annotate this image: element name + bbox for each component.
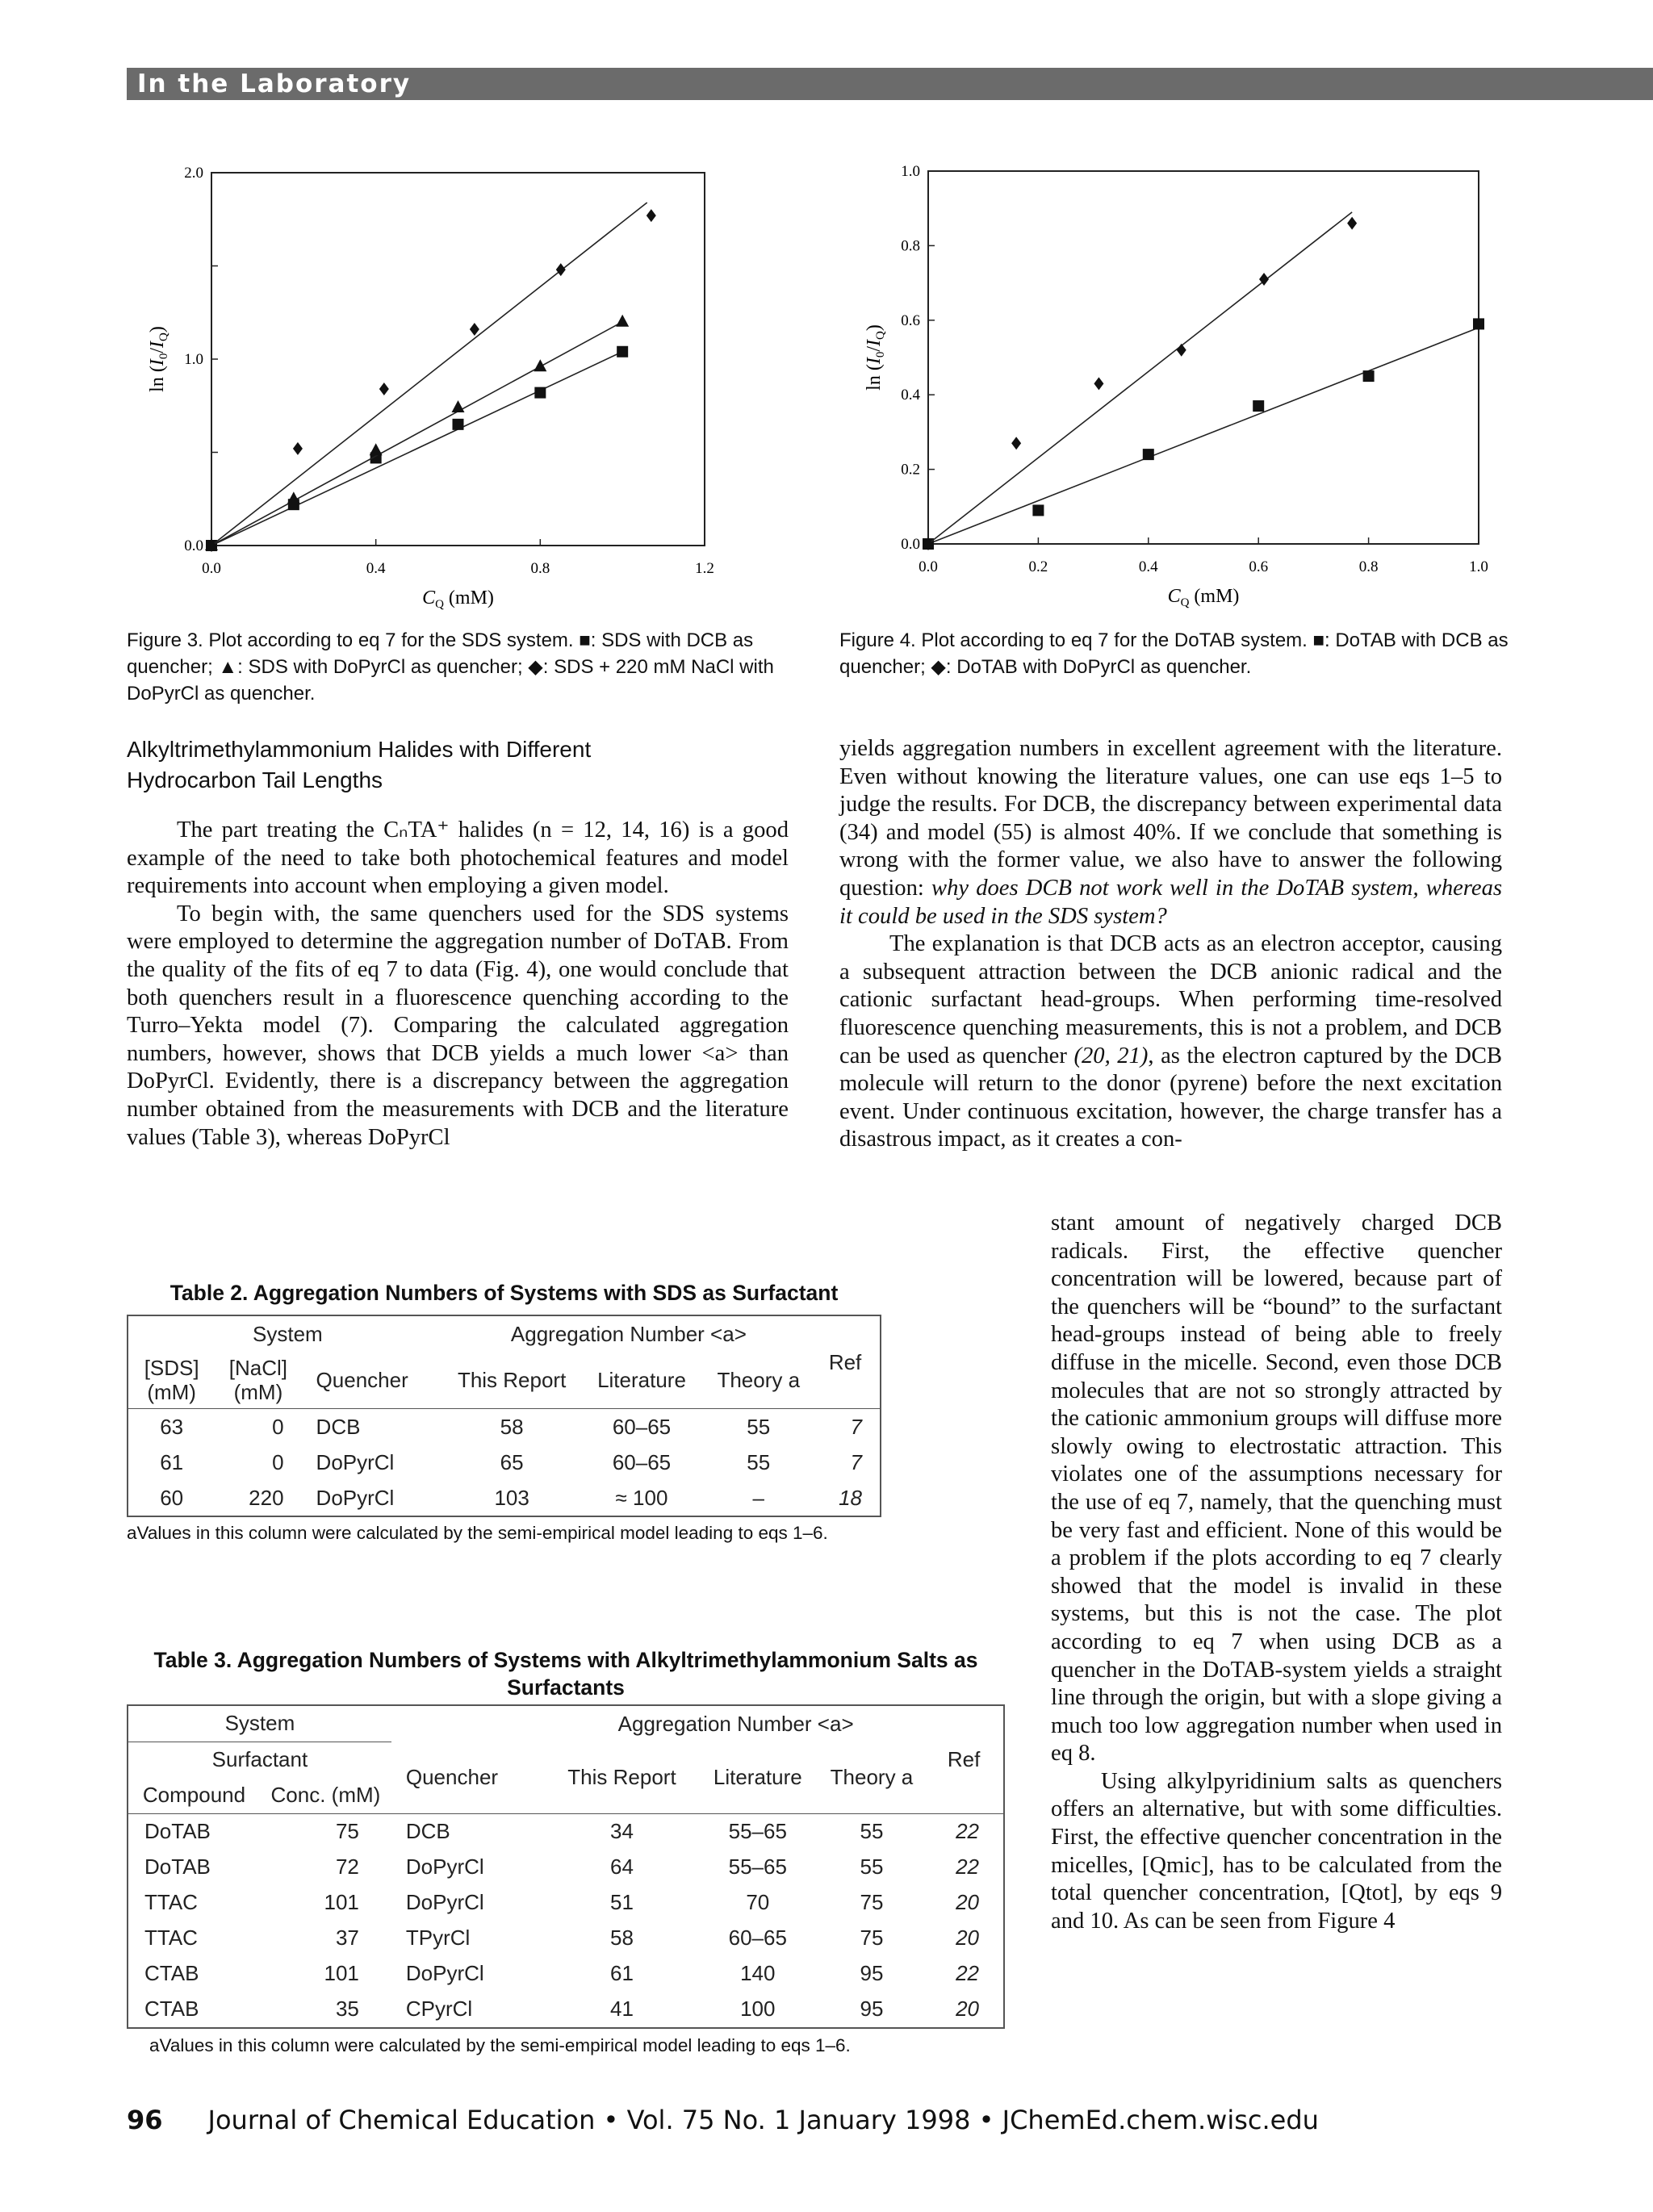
diamond-marker xyxy=(556,263,566,276)
triangle-marker xyxy=(616,315,629,327)
right-paragraph-1: yields aggregation numbers in excellent agreement with the literature. Even without knowing the literature values, one can use eqs 1–5 to judge the results. For DCB, the discrepancy between experimental data (34) and model (55) is almost 40%. If we conclude that something is wrong with the former value, we also have to answer the following question: xyxy=(839,736,1502,901)
narrow-paragraph-1: stant amount of negatively charged DCB radicals. First, the effective quencher concentration will be lowered, because part of the quenchers will be “bound” to the surfactant head-groups instead of being able to freely diffuse in the micelle. Second, even those DCB molecules that are not so strongly attracted by the cationic ammonium groups will diffuse more slowly owing to electrostatic attraction. This violates one of the assumptions necessary for the use of eq 7, namely, that the quenching must be very fast and efficient. None of this would be a problem if the plots according to eq 7 clearly showed that the model is invalid in these systems, but this is not the case. The plot according to eq 7 when using DCB as a quencher in the DoTAB-system yields a straight line through the origin, but with a slope giving a much too low aggregation number when used in eq 8. xyxy=(1051,1211,1502,1767)
table-3-footnote: aValues in this column were calculated by the semi-empirical model leading to eqs 1–6. xyxy=(149,2035,851,2055)
table-3-cell: 41 xyxy=(610,1997,634,2021)
table-3-cell: 55–65 xyxy=(728,1819,787,1843)
figure-3-plot xyxy=(141,157,787,625)
fit-line xyxy=(211,203,647,546)
square-marker xyxy=(1363,370,1375,382)
table-2-body xyxy=(128,1409,881,1517)
table-2-header-literature: Literature xyxy=(597,1367,686,1392)
table-3-cell: 34 xyxy=(610,1819,634,1843)
x-tick-label: 0.8 xyxy=(1358,558,1379,575)
table-3-row xyxy=(128,1850,1004,1885)
table-3-cell: 101 xyxy=(324,1890,359,1914)
table-2-cell: 18 xyxy=(839,1485,862,1510)
table-3-cell: DoPyrCl xyxy=(405,1854,484,1879)
table-2-group-agg: Aggregation Number <a> xyxy=(510,1321,747,1346)
narrow-column xyxy=(1051,1210,1502,1935)
table-3-cell: 60–65 xyxy=(728,1926,787,1950)
table-3-group-system: System xyxy=(224,1711,295,1736)
table-2-cell: 103 xyxy=(494,1485,529,1510)
x-tick-label: 0.2 xyxy=(1028,558,1048,575)
figure-4 xyxy=(847,157,1574,625)
plot-frame xyxy=(211,173,705,546)
diamond-marker xyxy=(379,383,389,395)
page-number: 96 xyxy=(127,2105,163,2135)
table-3-cell: TTAC xyxy=(144,1890,198,1914)
figure-3 xyxy=(141,157,787,625)
triangle-marker xyxy=(370,443,383,455)
fit-line xyxy=(928,328,1479,544)
table-2-cell: DCB xyxy=(316,1414,361,1439)
table-2-cell: ≈ 100 xyxy=(615,1485,668,1510)
x-tick-label: 0.0 xyxy=(919,558,938,575)
table-3-row xyxy=(128,1813,1004,1850)
table-3-cell: 20 xyxy=(956,1997,979,2021)
table-3-header-literature: Literature xyxy=(713,1764,802,1789)
table-3-header-theory: Theory a xyxy=(830,1764,914,1789)
table-3-cell: DoPyrCl xyxy=(405,1890,484,1914)
table-3-cell: DoTAB xyxy=(144,1819,211,1843)
diamond-marker xyxy=(1347,217,1357,230)
table-3-cell: 22 xyxy=(956,1961,979,1985)
section-header-bar xyxy=(127,68,1653,100)
table-3-cell: 100 xyxy=(740,1997,776,2021)
square-marker xyxy=(1143,449,1154,460)
triangle-marker xyxy=(452,400,465,412)
table-3-cell: 61 xyxy=(610,1961,634,1985)
table-2-cell: 0 xyxy=(272,1414,284,1439)
y-axis-label: $\ln (I_0/I_Q)$ xyxy=(864,324,887,391)
table-2-cell: – xyxy=(752,1485,764,1510)
x-axis-label: $C_Q$ (mM) xyxy=(422,587,494,611)
y-tick-label: 0.0 xyxy=(901,536,920,553)
table-2-cell: 65 xyxy=(500,1449,524,1474)
section-header: In the Laboratory xyxy=(137,69,412,98)
right-paragraph-2-ref: (20, 21) xyxy=(1073,1043,1149,1068)
table-3-group-surfactant: Surfactant xyxy=(128,1742,391,1778)
table-3-cell: 72 xyxy=(335,1854,359,1879)
table-3-header-ref: Ref xyxy=(947,1746,981,1771)
y-tick-label: 0.4 xyxy=(901,387,920,404)
table-2-group-system: System xyxy=(253,1321,323,1346)
table-3-cell: CPyrCl xyxy=(405,1997,473,2021)
table-2-header-nacl: [NaCl] (mM) xyxy=(228,1356,288,1404)
x-tick-label: 1.2 xyxy=(695,560,714,577)
table-2-cell: 60–65 xyxy=(612,1414,672,1439)
y-tick-label: 1.0 xyxy=(901,163,920,180)
table-2-cell: 7 xyxy=(850,1449,862,1474)
table-3-cell: 140 xyxy=(740,1961,776,1985)
table-3-cell: 75 xyxy=(860,1890,884,1914)
table-3-cell: 64 xyxy=(610,1854,634,1879)
y-tick-label: 0.0 xyxy=(184,537,203,554)
table-3-cell: 101 xyxy=(324,1961,359,1985)
table-3-cell: 20 xyxy=(956,1926,979,1950)
diamond-marker xyxy=(1094,377,1103,390)
table-3-header-compound: Compound xyxy=(142,1783,246,1807)
table-3-cell: 55–65 xyxy=(728,1854,787,1879)
right-paragraph-2-cont: , as the electron captured by the DCB molecule will return to the donor (pyrene) before the next excitation event. Under continuous excitation, however, the charge transfer has a disastrous impact, as it creates a con- xyxy=(839,1043,1502,1152)
right-column xyxy=(839,735,1502,1154)
diamond-marker xyxy=(1177,344,1186,357)
x-tick-label: 0.4 xyxy=(366,560,386,577)
table-3-cell: 22 xyxy=(956,1854,979,1879)
table-3-cell: CTAB xyxy=(144,1961,199,1985)
table-3-cell: DoPyrCl xyxy=(405,1961,484,1985)
table-3-header-conc: Conc. (mM) xyxy=(270,1783,381,1807)
table-2 xyxy=(127,1315,881,1517)
square-marker xyxy=(1473,318,1484,329)
square-marker xyxy=(534,387,546,399)
table-2-row xyxy=(128,1409,881,1445)
table-3-row xyxy=(128,1921,1004,1956)
page-footer xyxy=(127,2105,1319,2135)
table-3-cell: 22 xyxy=(956,1819,979,1843)
x-tick-label: 0.6 xyxy=(1249,558,1269,575)
triangle-marker xyxy=(534,359,546,371)
left-paragraph-1: The part treating the CₙTA⁺ halides (n = 12, 14, 16) is a good example of the need to take both photochemical features and model requirements into account when employing a given model. xyxy=(127,817,789,899)
x-tick-label: 0.4 xyxy=(1138,558,1158,575)
table-3-cell: TTAC xyxy=(144,1926,198,1950)
fit-line xyxy=(211,322,622,546)
table-2-cell: 60 xyxy=(160,1485,184,1510)
table-2-row xyxy=(128,1480,881,1516)
figure-4-caption: Figure 4. Plot according to eq 7 for the DoTAB system. ■: DoTAB with DCB as quencher; ◆: DoTAB with DoPyrCl as quencher. xyxy=(839,629,1509,678)
y-tick-label: 0.2 xyxy=(901,461,920,479)
square-marker xyxy=(1253,400,1264,412)
table-2-title: Table 2. Aggregation Numbers of Systems with SDS as Surfactant xyxy=(169,1281,839,1305)
table-3-row xyxy=(128,1885,1004,1921)
fit-line xyxy=(928,212,1352,544)
table-2-header-quencher: Quencher xyxy=(316,1367,408,1392)
table-3-cell: DCB xyxy=(405,1819,450,1843)
table-2-cell: 220 xyxy=(249,1485,284,1510)
left-paragraph-2: To begin with, the same quenchers used for the SDS systems were employed to determine the aggregation number of DoTAB. From the quality of the fits of eq 7 to data (Fig. 4), one would conclude that both quenchers result in a fluorescence quenching according to the Turro–Yekta model (7). Comparing the calculated aggregation numbers, however, shows that DCB yields a much lower <a> than DoPyrCl. Evidently, there is a discrepancy between the aggregation number obtained from the measurements with DCB and the literature values (Table 3), whereas DoPyrCl xyxy=(127,901,789,1150)
diamond-marker xyxy=(470,323,479,336)
figure-4-plot xyxy=(847,157,1574,625)
table-3-cell: 55 xyxy=(860,1819,884,1843)
table-3-title: Table 3. Aggregation Numbers of Systems with Alkyltrimethylammonium Salts as Surfactants xyxy=(153,1648,978,1700)
table-3-cell: 58 xyxy=(610,1926,634,1950)
table-3-cell: 95 xyxy=(860,1997,884,2021)
y-tick-label: 1.0 xyxy=(184,351,203,368)
table-2-cell: DoPyrCl xyxy=(316,1485,395,1510)
table-2-cell: 60–65 xyxy=(612,1449,672,1474)
table-2-cell: 58 xyxy=(500,1414,524,1439)
x-axis-label: $C_Q$ (mM) xyxy=(1167,586,1240,609)
table-2-header-ref: Ref xyxy=(828,1349,862,1374)
diamond-marker xyxy=(1011,437,1021,450)
table-3-header-this-report: This Report xyxy=(567,1764,676,1789)
journal-line: Journal of Chemical Education • Vol. 75 No. 1 January 1998 • JChemEd.chem.wisc.edu xyxy=(207,2105,1319,2135)
plot-frame xyxy=(928,171,1479,544)
table-2-cell: 61 xyxy=(160,1449,184,1474)
table-3-row xyxy=(128,1992,1004,2028)
table-3-cell: 20 xyxy=(956,1890,979,1914)
square-marker xyxy=(617,346,628,358)
table-3-cell: 75 xyxy=(860,1926,884,1950)
section-heading: Alkyltrimethylammonium Halides with Different Hydrocarbon Tail Lengths xyxy=(127,737,592,792)
table-3-cell: 75 xyxy=(335,1819,359,1843)
x-tick-label: 1.0 xyxy=(1469,558,1488,575)
table-3-row xyxy=(128,1956,1004,1992)
y-axis-label: $\ln (I_0/I_Q)$ xyxy=(147,326,170,392)
square-marker xyxy=(453,419,464,430)
table-3-cell: TPyrCl xyxy=(405,1926,471,1950)
diamond-marker xyxy=(647,209,656,222)
table-3-cell: 55 xyxy=(860,1854,884,1879)
diamond-marker xyxy=(293,442,303,455)
table-2-cell: 55 xyxy=(747,1449,771,1474)
table-3-cell: 35 xyxy=(335,1997,359,2021)
table-2-header-this-report: This Report xyxy=(457,1367,567,1392)
table-3-cell: CTAB xyxy=(144,1997,199,2021)
table-3-body xyxy=(128,1813,1004,2028)
x-tick-label: 0.0 xyxy=(202,560,221,577)
y-tick-label: 0.8 xyxy=(901,237,920,255)
table-3-cell: 51 xyxy=(610,1890,634,1914)
table-3 xyxy=(127,1704,1005,2029)
table-3-cell: DoTAB xyxy=(144,1854,211,1879)
table-3-cell: 37 xyxy=(335,1926,359,1950)
table-2-cell: 0 xyxy=(272,1449,284,1474)
table-2-header-theory: Theory a xyxy=(717,1367,801,1392)
square-marker xyxy=(1032,504,1044,516)
table-2-cell: 63 xyxy=(160,1414,184,1439)
x-tick-label: 0.8 xyxy=(530,560,550,577)
table-3-group-agg: Aggregation Number <a> xyxy=(617,1711,854,1736)
narrow-paragraph-2: Using alkylpyridinium salts as quenchers offers an alternative, but with some difficulties. First, the effective quencher concentration in the micelles, [Qmic], has to be calculated from the total quencher concentration, [Qtot], by eqs 9 and 10. As can be seen from Figure 4 xyxy=(1051,1768,1502,1934)
y-tick-label: 0.6 xyxy=(901,312,920,329)
table-2-cell: DoPyrCl xyxy=(316,1449,395,1474)
right-paragraph-2: The explanation is that DCB acts as an electron acceptor, causing a subsequent attraction between the DCB anionic radical and the cationic surfactant head-groups. When performing time-resolved fluorescence quenching measurements, this is not a problem, and DCB can be used as quencher xyxy=(839,931,1502,1068)
table-2-header-sds: [SDS] (mM) xyxy=(144,1356,199,1404)
table-3-cell: 70 xyxy=(746,1890,770,1914)
figure-3-caption: Figure 3. Plot according to eq 7 for the SDS system. ■: SDS with DCB as quencher; ▲: SDS with DoPyrCl as quencher; ◆: SDS + 220 mM NaCl with DoPyrCl as quencher. xyxy=(127,629,774,705)
table-2-footnote: aValues in this column were calculated by the semi-empirical model leading to eqs 1–6. xyxy=(127,1523,828,1543)
table-2-row xyxy=(128,1445,881,1480)
table-2-cell: 7 xyxy=(850,1414,862,1439)
fit-line xyxy=(211,352,622,546)
table-2-cell: 55 xyxy=(747,1414,771,1439)
table-3-header-quencher: Quencher xyxy=(405,1764,499,1789)
right-paragraph-1-question: why does DCB not work well in the DoTAB system, whereas it could be used in the SDS system? xyxy=(839,875,1502,929)
table-3-cell: 95 xyxy=(860,1961,884,1985)
y-tick-label: 2.0 xyxy=(184,165,203,182)
left-column xyxy=(127,817,789,1152)
